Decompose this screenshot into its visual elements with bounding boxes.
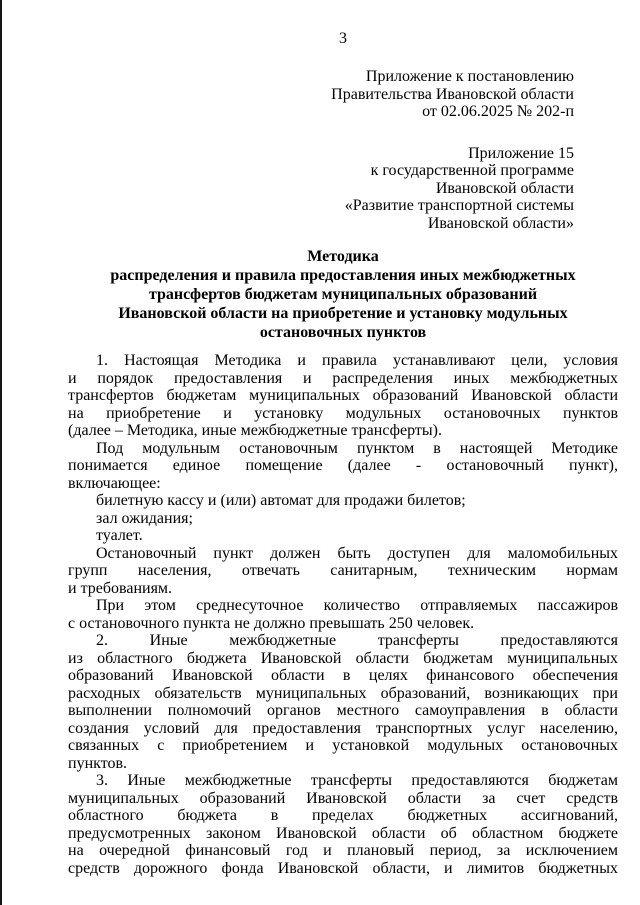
text-line: и требованиям. <box>68 579 173 597</box>
text-line: туалет. <box>96 527 143 544</box>
document-title-line: Методика <box>307 248 379 265</box>
text-line: 1. Настоящая Методика и правила устанавливают цели, условия <box>96 352 618 369</box>
text-line: трансфертов бюджетам муниципальных образований Ивановской области <box>68 387 618 404</box>
text-line: 2. Иные межбюджетные трансферты предоставляются <box>96 632 618 649</box>
document-title-line: Ивановской области на приобретение и установку модульных <box>118 305 568 322</box>
text-line: муниципальных образований Ивановской области за счет средств <box>68 789 618 807</box>
text-line: билетную кассу и (или) автомат для продажи билетов; <box>96 492 466 509</box>
list-item-toilet <box>68 527 618 545</box>
text-line: групп населения, отвечать санитарным, техническим нормам <box>68 562 618 579</box>
page-number: 3 <box>339 30 347 47</box>
text-line: и порядок предоставления и распределения иных межбюджетных <box>68 369 618 387</box>
paragraph-4 <box>68 772 618 877</box>
paragraph-1 <box>68 352 618 440</box>
program-reference-line: Ивановской области» <box>427 214 574 232</box>
text-line: с остановочного пункта не должно превышать 250 человек. <box>68 614 475 632</box>
text-line: Остановочный пункт должен быть доступен для маломобильных <box>96 544 618 562</box>
text-line: пунктов. <box>68 754 128 772</box>
document-title-line: распределения и правила предоставления иных межбюджетных <box>110 267 576 284</box>
text-line: образований Ивановской области в целях финансового обеспечения <box>68 667 618 684</box>
left-scan-border <box>0 0 2 905</box>
annex-reference-block <box>68 68 618 121</box>
text-line: на очередной финансовый год и плановый период, за исключением <box>68 842 618 859</box>
program-reference-line: Ивановской области <box>435 179 574 197</box>
annex-reference-line: Приложение к постановлению <box>365 68 574 85</box>
document-title-line: остановочных пунктов <box>259 324 427 341</box>
document-body <box>68 352 618 877</box>
text-line: 3. Иные межбюджетные трансферты предоставляются бюджетам <box>96 772 618 789</box>
text-line: выполнении полномочий органов местного самоуправления в области <box>68 702 618 719</box>
page-content <box>68 0 618 877</box>
text-line: из областного бюджета Ивановской области бюджетам муниципальных <box>68 649 618 667</box>
program-reference-block <box>68 145 618 233</box>
program-reference-line: Приложение 15 <box>468 144 574 162</box>
list-item-ticket-office <box>68 492 618 510</box>
document-title-line: трансфертов бюджетам муниципальных образований <box>148 286 538 303</box>
paragraph-2 <box>68 440 618 493</box>
text-line: понимается единое помещение (далее - остановочный пункт), <box>68 457 618 474</box>
program-reference-line: «Развитие транспортной системы <box>344 197 574 214</box>
annex-reference-line: Правительства Ивановской области <box>331 85 574 103</box>
text-line: (далее – Методика, иные межбюджетные трансферты). <box>68 422 442 439</box>
text-line: предусмотренных законом Ивановской области об областном бюджете <box>68 824 618 842</box>
text-line: создания условий для предоставления транспортных услуг населению, <box>68 719 618 737</box>
text-line: Под модульным остановочным пунктом в настоящей Методике <box>96 439 618 457</box>
program-reference-line: к государственной программе <box>370 162 574 179</box>
paragraph-accessibility <box>68 545 618 598</box>
text-line: При этом среднесуточное количество отправляемых пассажиров <box>96 597 618 614</box>
document-title <box>68 247 618 342</box>
text-line: связанных с приобретением и установкой модульных остановочных <box>68 737 618 754</box>
annex-reference-line: от 02.06.2025 № 202-п <box>422 103 574 120</box>
text-line: зал ожидания; <box>96 509 193 527</box>
paragraph-3 <box>68 632 618 772</box>
text-line: расходных обязательств муниципальных образований, возникающих при <box>68 684 618 702</box>
text-line: включающее: <box>68 474 161 492</box>
text-line: на приобретение и установку модульных остановочных пунктов <box>68 404 618 422</box>
list-item-waiting-hall <box>68 510 618 528</box>
text-line: средств дорожного фонда Ивановской области, и лимитов бюджетных <box>68 859 618 877</box>
text-line: областного бюджета в пределах бюджетных ассигнований, <box>68 807 618 824</box>
paragraph-passenger-limit <box>68 597 618 632</box>
